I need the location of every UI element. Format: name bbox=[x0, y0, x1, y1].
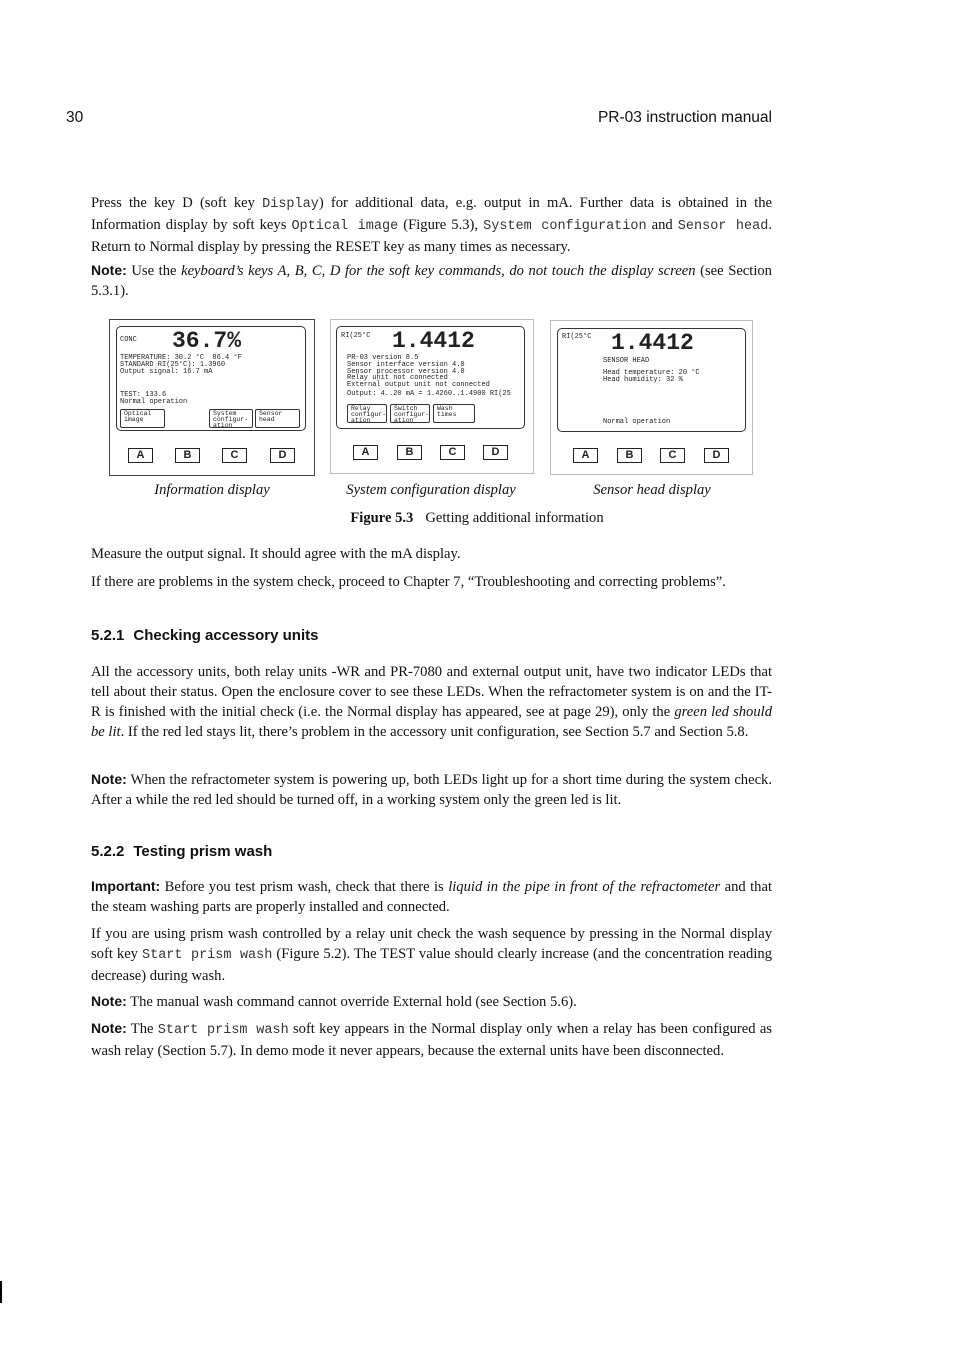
big-value: 1.4412 bbox=[392, 328, 475, 354]
display-tag: RI(25°C bbox=[341, 332, 371, 340]
display-tag: RI(25°C bbox=[562, 333, 592, 341]
softkey-sensor-head[interactable]: Sensor head bbox=[255, 409, 300, 428]
key-d[interactable]: D bbox=[270, 448, 295, 463]
key-a[interactable]: A bbox=[128, 448, 153, 463]
change-bar bbox=[0, 1281, 2, 1303]
note-external-hold: Note: The manual wash command cannot override External hold (see Section 5.6). bbox=[91, 993, 577, 1010]
key-d[interactable]: D bbox=[704, 448, 729, 463]
figure-caption bbox=[0, 510, 954, 527]
key-b[interactable]: B bbox=[617, 448, 642, 463]
display-lines: Head temperature: 20 °C Head humidity: 32 % bbox=[603, 369, 700, 384]
running-title: PR-03 instruction manual bbox=[597, 109, 772, 126]
key-c[interactable]: C bbox=[440, 445, 465, 460]
measure-paragraph: Measure the output signal. It should agree with the mA display. bbox=[91, 546, 461, 562]
display-screen bbox=[557, 328, 746, 432]
key-c[interactable]: C bbox=[222, 448, 247, 463]
key-a[interactable]: A bbox=[353, 445, 378, 460]
softkey-system-configuration: System configuration bbox=[483, 219, 647, 234]
softkey-display: Display bbox=[262, 197, 319, 212]
softkey-start-prism-wash: Start prism wash bbox=[142, 948, 273, 963]
sensor-head-panel bbox=[550, 320, 753, 475]
key-c[interactable]: C bbox=[660, 448, 685, 463]
display-status: Normal operation bbox=[603, 418, 671, 426]
softkey-optical-image[interactable]: Optical image bbox=[120, 409, 165, 428]
page-number: 30 bbox=[66, 109, 84, 126]
page-header bbox=[66, 109, 772, 129]
caption-system-configuration: System configuration display bbox=[346, 482, 516, 498]
figure-title: Getting additional information bbox=[425, 510, 604, 526]
section-heading-5-2-1: 5.2.1 Checking accessory units bbox=[91, 627, 319, 644]
key-d[interactable]: D bbox=[483, 445, 508, 460]
accessory-paragraph: All the accessory units, both relay units -WR and PR-7080 and external output unit, have two indicator LEDs that tell about their status. Open the enclosure cover to see these LEDs. When the refractometer system is on and the IT-R is finished with the initial check (i.e. the Normal display has appeared, see at page 29), only the green led should be lit. If the red led stays lit, there’s problem in the accessory unit configuration, see Section 5.7 and Section 5.8. bbox=[91, 664, 772, 740]
intro-paragraph: Press the key D (soft key Display) for additional data, e.g. output in mA. Further data is obtained in the Information display by soft keys Optical image (Figure 5.3), System configuration and Sensor head. Return to Normal display by pressing the RESET key as many times as necessary. bbox=[91, 195, 772, 255]
display-output: Output: 4..20 mA = 1.4260..1.4900 RI(25 bbox=[347, 390, 511, 398]
softkey-relay-configuration[interactable]: Relay configur- ation bbox=[347, 404, 387, 423]
display-lines: PR-03 version 8.5 Sensor interface version 4.0 Sensor processor version 4.0 Relay unit not connected External output unit not connected bbox=[347, 354, 490, 390]
display-heading: SENSOR HEAD bbox=[603, 357, 650, 365]
important-paragraph: Important: Before you test prism wash, check that there is liquid in the pipe in front of the refractometer and that the steam washing parts are properly installed and connected. bbox=[91, 878, 772, 915]
softkey-switch-configuration[interactable]: Switch configur- ation bbox=[390, 404, 430, 423]
key-a[interactable]: A bbox=[573, 448, 598, 463]
prism-wash-paragraph: If you are using prism wash controlled by a relay unit check the wash sequence by pressing in the Normal display soft key Start prism wash (Figure 5.2). The TEST value should clearly increase (and the concentration reading decrease) during wash. bbox=[91, 926, 772, 984]
display-screen bbox=[336, 326, 525, 429]
softkey-wash-times[interactable]: Wash times bbox=[433, 404, 475, 423]
information-display-panel bbox=[109, 319, 315, 476]
big-value: 36.7% bbox=[172, 328, 242, 354]
display-lines: TEMPERATURE: 30.2 °C 86.4 °F STANDARD RI(25°C): 1.3960 Output signal: 16.7 mA bbox=[120, 354, 242, 376]
figure-label: Figure 5.3 bbox=[350, 510, 414, 526]
note-keyboard: Note: Use the keyboard’s keys A, B, C, D for the soft key commands, do not touch the display screen (see Section 5.3.1). bbox=[91, 262, 772, 299]
caption-information-display: Information display bbox=[154, 482, 270, 498]
note-wash-softkey: Note: The Start prism wash soft key appears in the Normal display only when a relay has been configured as wash relay (Section 5.7). In demo mode it never appears, because the external units have been disconnected. bbox=[91, 1020, 772, 1059]
key-b[interactable]: B bbox=[175, 448, 200, 463]
big-value: 1.4412 bbox=[611, 330, 694, 356]
key-b[interactable]: B bbox=[397, 445, 422, 460]
display-status: TEST: 133.6 Normal operation bbox=[120, 391, 188, 406]
problems-paragraph: If there are problems in the system check, proceed to Chapter 7, “Troubleshooting and correcting problems”. bbox=[91, 574, 726, 590]
softkey-system-configuration[interactable]: System configur- ation bbox=[209, 409, 253, 428]
system-configuration-panel bbox=[330, 319, 534, 474]
softkey-sensor-head: Sensor head bbox=[677, 219, 769, 234]
softkey-start-prism-wash: Start prism wash bbox=[157, 1023, 289, 1038]
softkey-optical-image: Optical image bbox=[291, 219, 399, 234]
display-screen bbox=[116, 326, 306, 431]
section-heading-5-2-2: 5.2.2 Testing prism wash bbox=[91, 843, 273, 860]
note-leds: Note: When the refractometer system is powering up, both LEDs light up for a short time during the system check. After a while the red led should be turned off, in a working system only the green led is lit. bbox=[91, 771, 772, 808]
display-tag: CONC bbox=[120, 336, 137, 344]
caption-sensor-head: Sensor head display bbox=[593, 482, 711, 498]
